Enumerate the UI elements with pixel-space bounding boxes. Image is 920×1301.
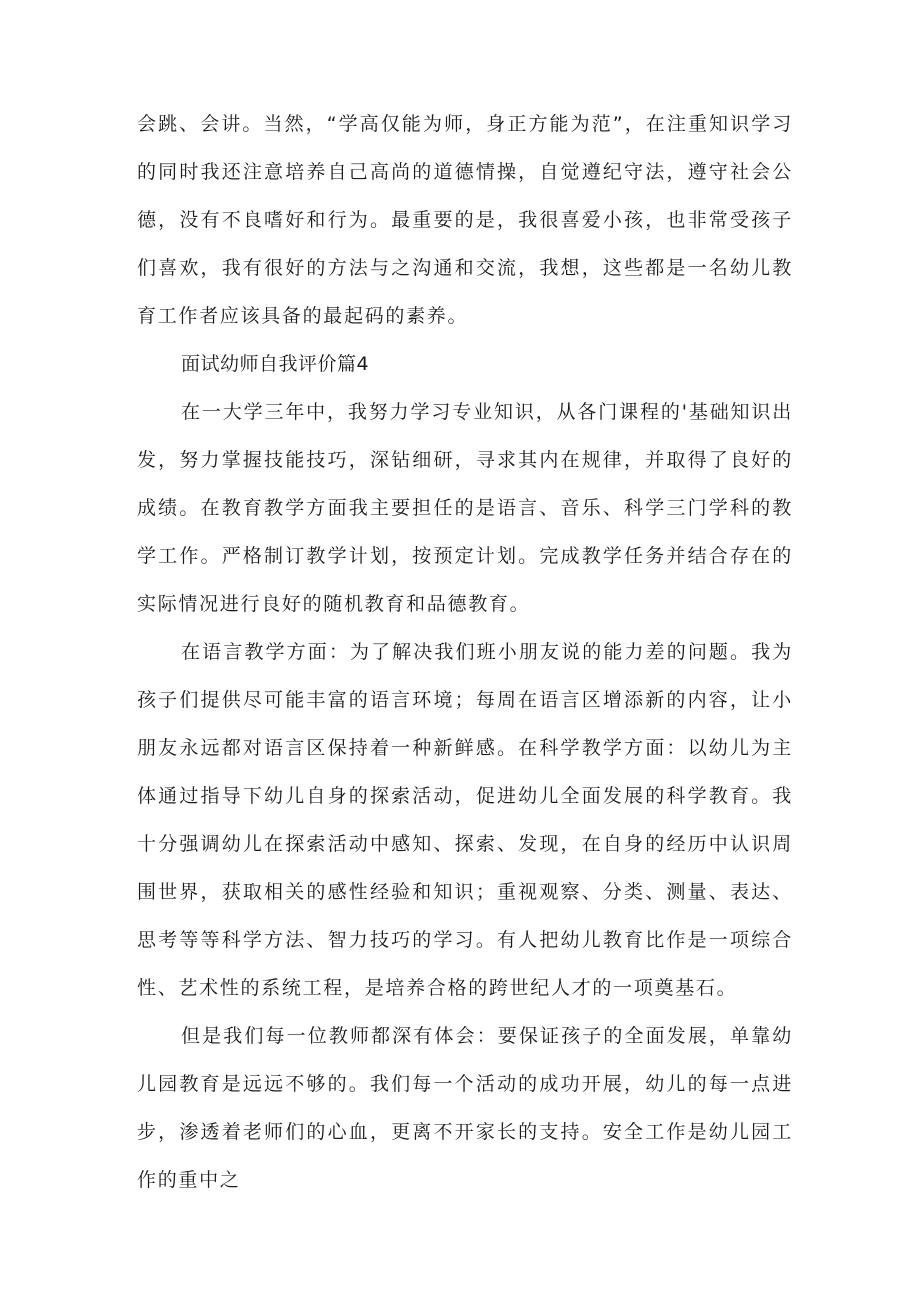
paragraph-parent-cooperation: 但是我们每一位教师都深有体会：要保证孩子的全面发展，单靠幼儿园教育是远远不够的。我们每一个活动的成功开展，幼儿的每一点进步，渗透着老师们的心血，更离不开家长的支持。安全工作是幼儿园工作的重中之 <box>137 1025 793 1191</box>
paragraph-language-teaching: 在语言教学方面：为了解决我们班小朋友说的能力差的问题。我为孩子们提供尽可能丰富的语言环境；每周在语言区增添新的内容，让小朋友永远都对语言区保持着一种新鲜感。在科学教学方面：以幼儿为主体通过指导下幼儿自身的探索活动，促进幼儿全面发展的科学教育。我十分强调幼儿在探索活动中感知、探索、发现，在自身的经历中认识周围世界，获取相关的感性经验和知识；重视观察、分类、测量、表达、思考等等科学方法、智力技巧的学习。有人把幼儿教育比作是一项综合性、艺术性的系统工程，是培养合格的跨世纪人才的一项奠基石。 <box>137 641 793 999</box>
section-heading: 面试幼师自我评价篇4 <box>181 353 370 375</box>
paragraph-study: 在一大学三年中，我努力学习专业知识，从各门课程的'基础知识出发，努力掌握技能技巧，深钻细研，寻求其内在规律，并取得了良好的成绩。在教育教学方面我主要担任的是语言、音乐、科学三门学科的教学工作。严格制订教学计划，按预定计划。完成教学任务并结合存在的实际情况进行良好的随机教育和品德教育。 <box>137 401 793 615</box>
paragraph-continuation: 会跳、会讲。当然，“学高仅能为师，身正方能为范”，在注重知识学习的同时我还注意培养自己高尚的道德情操，自觉遵纪守法，遵守社会公德，没有不良嗜好和行为。最重要的是，我很喜爱小孩，也非常受孩子们喜欢，我有很好的方法与之沟通和交流，我想，这些都是一名幼儿教育工作者应该具备的最起码的素养。 <box>137 113 793 327</box>
document-body <box>137 100 793 1204</box>
